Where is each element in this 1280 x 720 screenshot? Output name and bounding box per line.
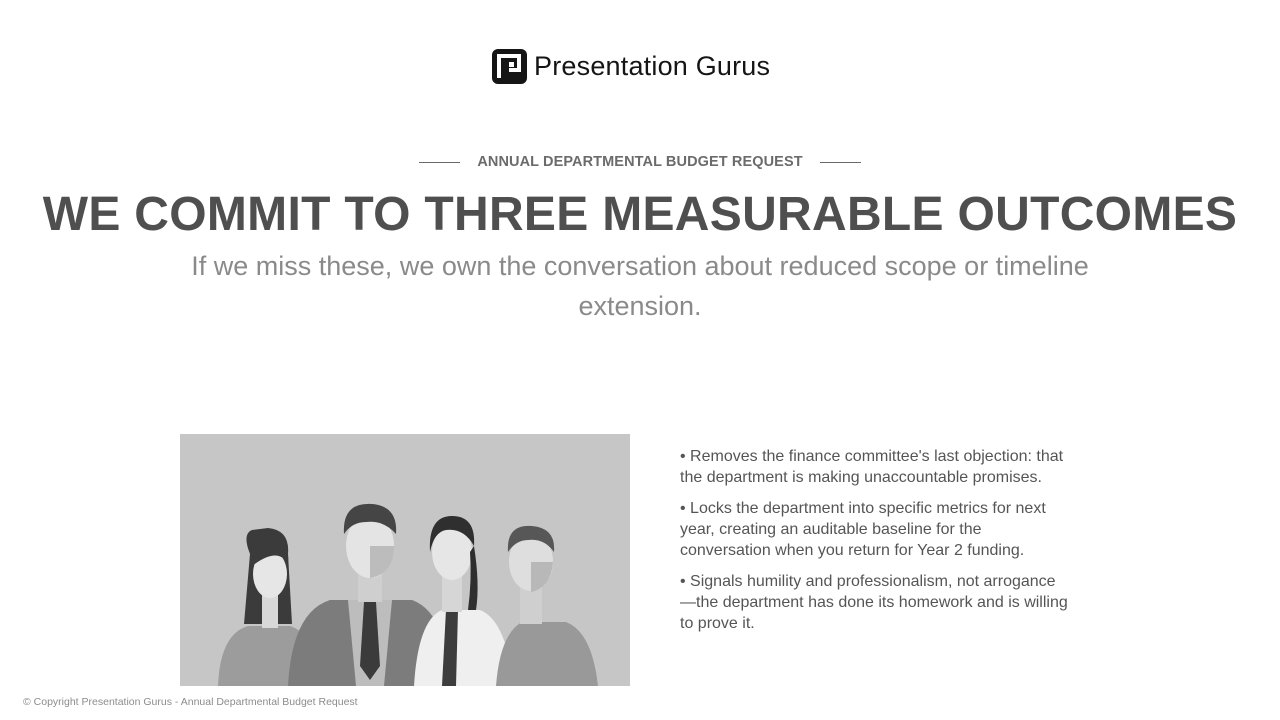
list-item: • Removes the finance committee's last objection: that the department is making unaccountable promises. [680, 448, 1064, 486]
list-item: • Locks the department into specific metrics for next year, creating an auditable baseline for the conversation when you return for Year 2 funding. [680, 500, 1046, 559]
list-item: • Signals humility and professionalism, not arrogance—the department has done its homework and is willing to prove it. [680, 573, 1068, 632]
kicker [0, 153, 1280, 171]
team-illustration [180, 434, 630, 686]
brand-logo [492, 48, 770, 84]
outcome-list [680, 446, 1070, 644]
slide-title: WE COMMIT TO THREE MEASURABLE OUTCOMES [42, 188, 1238, 241]
footer-copyright: © Copyright Presentation Gurus - Annual Departmental Budget Request [23, 696, 358, 708]
slide-subtitle: If we miss these, we own the conversation about reduced scope or timeline extension. [191, 251, 1089, 321]
kicker-line-left [419, 162, 460, 163]
brand-name: Presentation Gurus [534, 50, 771, 81]
presentation-gurus-logo-icon [492, 49, 527, 84]
person-woman-white [414, 516, 514, 686]
person-man-right [496, 526, 598, 686]
kicker-text: ANNUAL DEPARTMENTAL BUDGET REQUEST [477, 154, 803, 170]
kicker-line-right [820, 162, 861, 163]
